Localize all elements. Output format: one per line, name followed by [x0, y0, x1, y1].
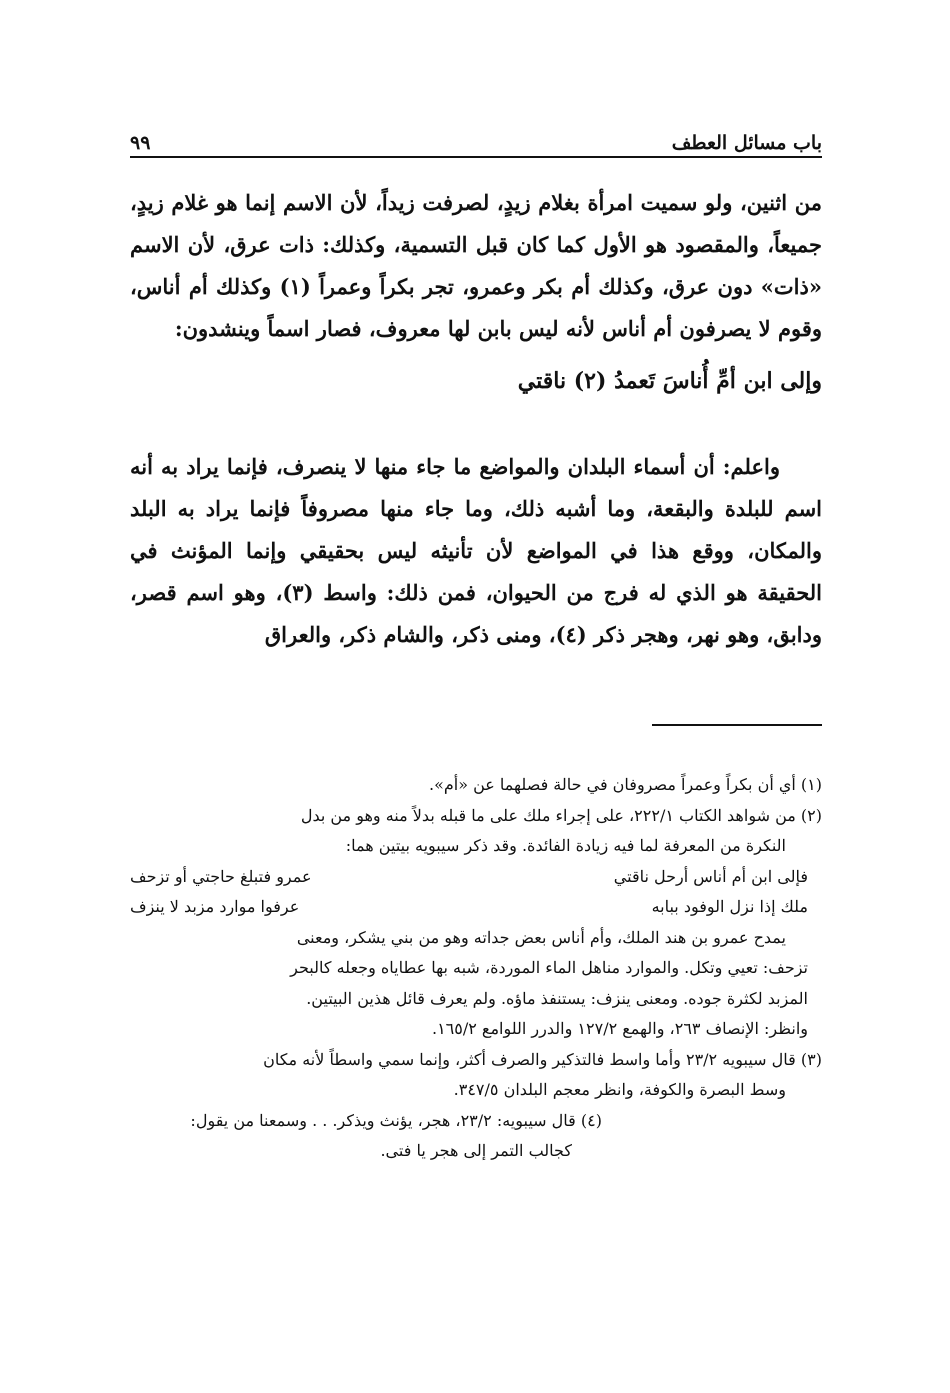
running-header: [130, 120, 822, 154]
verse-line: وإلى ابن أمِّ أُناسَ تَعمدُ (٢) ناقتي: [517, 368, 822, 394]
footnote-2-explanation-2: تزحف: تعيي وتكل. والموارد مناهل الماء الموردة، شبه بها عطاياه وجعله كالبحر: [290, 958, 808, 977]
footnote-1: (١) أي أن بكراً وعمراً مصروفان في حالة فصلهما عن «أم».: [428, 775, 822, 794]
poem-verse-2-second-hemistich: عرفوا موارد مزبد لا ينزف: [130, 897, 300, 916]
poem-verse-2-first-hemistich: ملك إذا نزل الوفود ببابه: [651, 897, 808, 916]
footnote-4-line-2: كجالب التمر إلى هجر يا فتى.: [380, 1141, 572, 1160]
chapter-title: باب مسائل العطف: [671, 132, 822, 154]
footnote-3-line-2: وسط البصرة والكوفة، وانظر معجم البلدان ٣٤٧/٥.: [453, 1080, 786, 1099]
footnote-2-references: وانظر: الإنصاف ٢٦٣، والهمع ١٢٧/٢ والدرر اللوامع ١٦٥/٢.: [431, 1019, 808, 1038]
poem-verse-1-second-hemistich: عمرو فتبلغ حاجتي أو تزحف: [130, 866, 312, 886]
poem-verse-1: [130, 862, 822, 893]
footnote-2-line-1: (٢) من شواهد الكتاب ٢٢٢/١، على إجراء ملك على ما قبله بدلاً منه وهو من بدل: [300, 805, 822, 825]
footnote-2-explanation-1: يمدح عمرو بن هند الملك، وأم أناس بعض جداته وهو من بني يشكر، ومعنى: [296, 927, 786, 947]
paragraph-2: واعلم: أن أسماء البلدان والمواضع ما جاء منها لا ينصرف، فإنما يراد به أنه اسم للبلدة والبقعة، وما أشبه ذلك، وما جاء منها مصروفاً فإنما يراد به البلد والمكان، ووقع هذا في المواضع لأن تأنيثه ليس بحقيقي وإنما المؤنث في الحقيقة هو الذي له فرج من الحيوان، فمن ذلك: واسط (٣)، وهو اسم قصر، ودابق، وهو نهر، وهجر ذكر (٤)، ومنى ذكر، والشام ذكر، والعراق: [130, 454, 823, 647]
paragraph-1: من اثنين، ولو سميت امرأة بغلام زيدٍ، لصرفت زيداً، لأن الاسم إنما هو غلام زيدٍ، جميعاً، والمقصود هو الأول كما كان قبل التسمية، وكذلك: ذات عرق، لأن الاسم «ذات» دون عرق، وكذلك أم بكر وعمرو، تجر بكراً وعمراً (١) وكذلك أم أناس، وقوم لا يصرفون أم أناس لأنه ليس بابن لها معروف، فصار اسماً وينشدون:: [130, 190, 822, 341]
poem-verse-1-first-hemistich: فإلى ابن أم أناس أرحل ناقتي: [613, 866, 808, 886]
header-rule: [130, 156, 822, 158]
footnotes: [130, 770, 822, 1167]
page-number: ٩٩: [130, 132, 151, 154]
footnote-3-line-1: (٣) قال سيبويه ٢٣/٢ وأما واسط فالتذكير والصرف أكثر، وإنما سمي واسطاً لأنه مكان: [263, 1049, 822, 1069]
footnote-2-line-2: النكرة من المعرفة لما فيه زيادة الفائدة. وقد ذكر سيبويه بيتين هما:: [345, 836, 786, 855]
footnote-4-line-1: (٤) قال سيبويه: ٢٣/٢، هجر، يؤنث ويذكر. . . وسمعنا من يقول:: [190, 1110, 602, 1130]
footnote-2-explanation-3: المزبد لكثرة جوده. ومعنى ينزف: يستنفذ ماؤه. ولم يعرف قائل هذين البيتين.: [306, 988, 808, 1008]
poem-verse-2: [130, 892, 822, 923]
footnote-separator: [652, 724, 822, 726]
book-page: [130, 120, 822, 1167]
main-text: [130, 182, 822, 656]
